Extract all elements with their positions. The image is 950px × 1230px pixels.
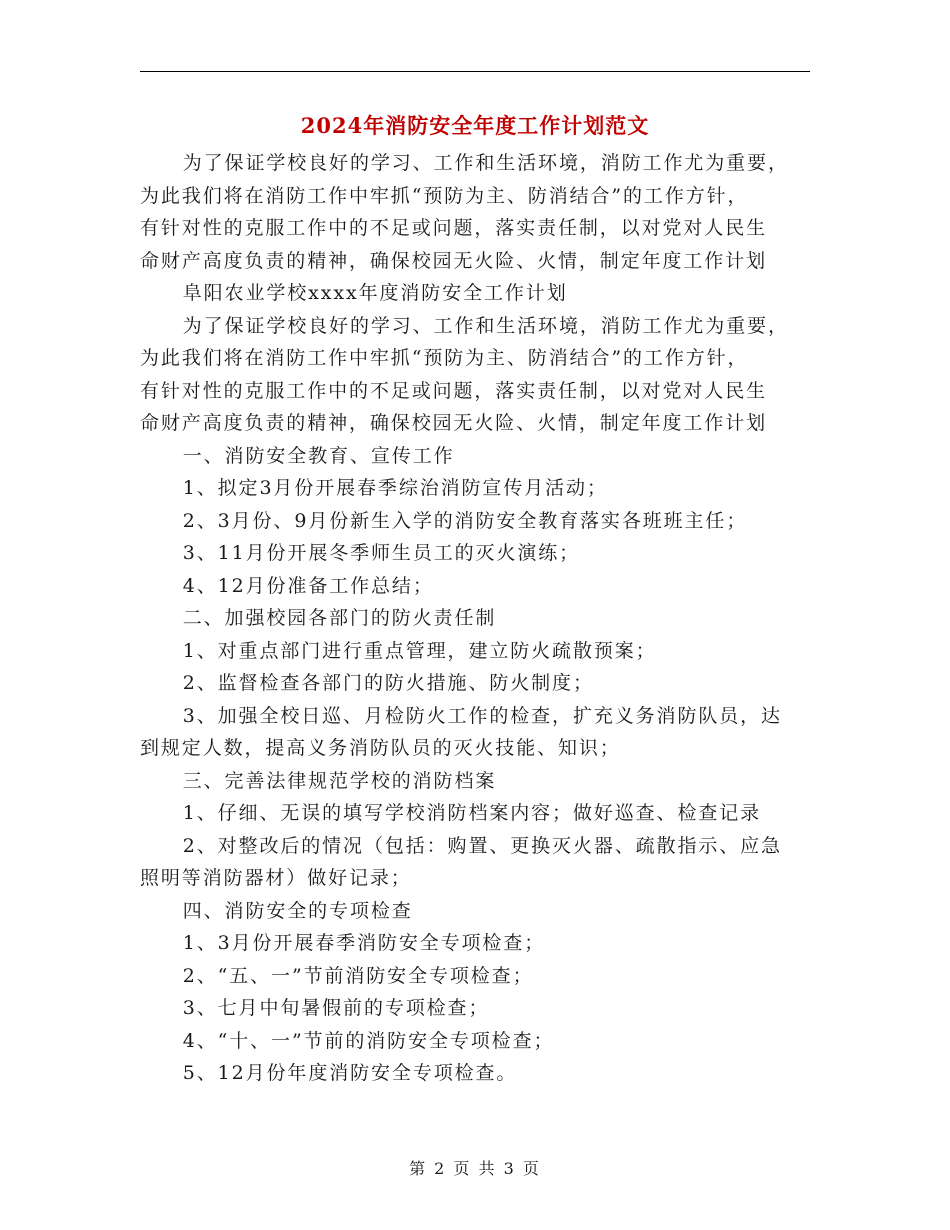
text-line: 3、加强全校日巡、月检防火工作的检查，扩充义务消防队员，达 — [182, 704, 782, 727]
text-line: 3、七月中旬暑假前的专项检查； — [182, 997, 490, 1019]
paragraph — [140, 310, 812, 440]
paragraph — [140, 927, 812, 960]
paragraph — [140, 147, 812, 277]
paragraph — [140, 667, 812, 700]
page-footer: 第 2 页 共 3 页 — [409, 1159, 541, 1178]
paragraph — [140, 960, 812, 993]
text-line: 二、加强校园各部门的防火责任制 — [182, 607, 497, 629]
text-line: 有针对性的克服工作中的不足或问题，落实责任制，以对党对人民生 — [140, 379, 768, 402]
text-line: 1、拟定3月份开展春季综治消防宣传月活动； — [182, 477, 608, 499]
text-line: 5、12月份年度消防安全专项检查。 — [182, 1062, 518, 1084]
text-line: 4、12月份准备工作总结； — [182, 574, 434, 597]
text-line: 1、仔细、无误的填写学校消防档案内容；做好巡查、检查记录 — [182, 802, 762, 824]
text-line: 为此我们将在消防工作中牢抓“预防为主、防消结合”的工作方针， — [140, 184, 749, 207]
paragraph — [140, 570, 812, 603]
paragraph — [140, 797, 812, 830]
text-line: 2、“五、一”节前消防安全专项检查； — [182, 964, 534, 987]
text-line: 2、3月份、9月份新生入学的消防安全教育落实各班班主任； — [182, 509, 748, 532]
text-line: 一、消防安全教育、宣传工作 — [182, 444, 455, 467]
header-rule — [140, 71, 810, 72]
paragraph — [140, 505, 812, 538]
paragraph — [140, 895, 812, 928]
text-line: 为了保证学校良好的学习、工作和生活环境，消防工作尤为重要， — [182, 152, 789, 174]
document-body — [140, 147, 812, 1090]
text-line: 为此我们将在消防工作中牢抓“预防为主、防消结合”的工作方针， — [140, 347, 749, 369]
text-line: 2、对整改后的情况（包括：购置、更换灭火器、疏散指示、应急 — [182, 834, 782, 857]
text-line: 四、消防安全的专项检查 — [182, 899, 413, 922]
text-line: 命财产高度负责的精神，确保校园无火险、火情，制定年度工作计划 — [140, 412, 768, 434]
paragraph — [140, 700, 812, 765]
paragraph — [140, 1057, 812, 1090]
text-line: 2、监督检查各部门的防火措施、防火制度； — [182, 672, 594, 694]
paragraph — [140, 830, 812, 895]
paragraph — [140, 537, 812, 570]
paragraph — [140, 992, 812, 1025]
text-line: 阜阳农业学校xxxx年度消防安全工作计划 — [182, 282, 568, 304]
paragraph — [140, 472, 812, 505]
paragraph — [140, 1025, 812, 1058]
text-line: 有针对性的克服工作中的不足或问题，落实责任制，以对党对人民生 — [140, 217, 768, 239]
paragraph — [140, 602, 812, 635]
text-line: 4、“十、一”节前的消防安全专项检查； — [182, 1029, 555, 1052]
text-line: 3、11月份开展冬季师生员工的灭火演练； — [182, 542, 581, 564]
text-line: 照明等消防器材）做好记录； — [140, 867, 412, 889]
text-line: 为了保证学校良好的学习、工作和生活环境，消防工作尤为重要， — [182, 314, 789, 337]
text-line: 到规定人数，提高义务消防队员的灭火技能、知识； — [140, 737, 621, 759]
text-line: 三、完善法律规范学校的消防档案 — [182, 769, 497, 792]
paragraph — [140, 635, 812, 668]
paragraph — [140, 440, 812, 473]
document-title: 2024年消防安全年度工作计划范文 — [300, 113, 650, 138]
text-line: 1、3月份开展春季消防安全专项检查； — [182, 932, 546, 954]
paragraph — [140, 277, 812, 310]
text-line: 1、对重点部门进行重点管理，建立防火疏散预案； — [182, 639, 657, 662]
text-line: 命财产高度负责的精神，确保校园无火险、火情，制定年度工作计划 — [140, 249, 768, 272]
paragraph — [140, 765, 812, 798]
